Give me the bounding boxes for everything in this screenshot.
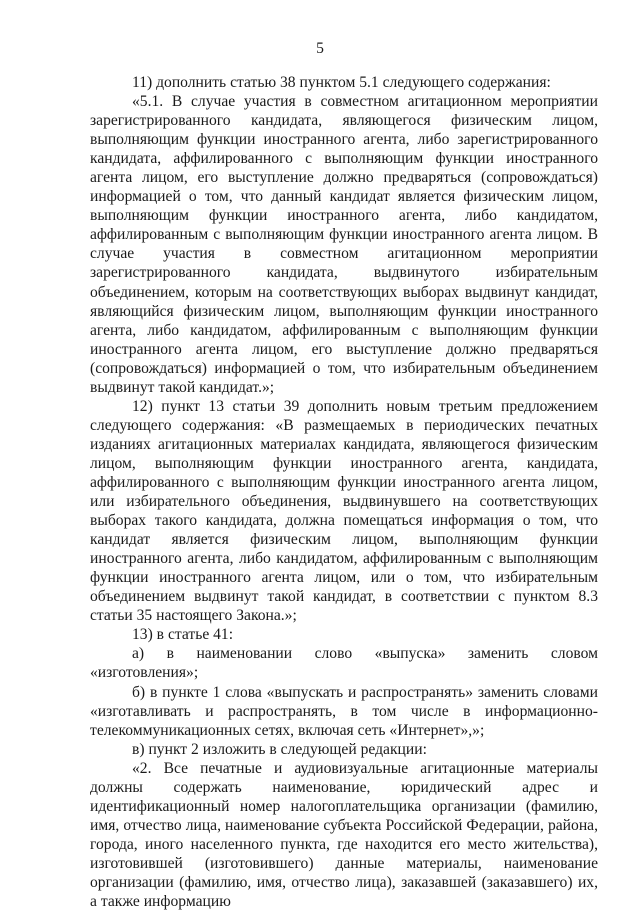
paragraph-item-11: 11) дополнить статью 38 пунктом 5.1 следующего содержания:	[132, 74, 551, 91]
paragraph-quote-5-1: «5.1. В случае участия в совместном агитационном мероприятии зарегистрированного кандидата, являющегося физическим лицом, выполняющим функции иностранного агента, либо зарегистрированного кандидата, аффилированного с выполняющим функции иностранного агента лицом, его выступление должно предваряться (сопровождаться) информацией о том, что данный кандидат является физическим лицом, выполняющим функции иностранного агента, либо кандидатом, аффилированным с выполняющим функции иностранного агента лицом. В случае участия в совместном агитационном мероприятии зарегистрированного кандидата, выдвинутого избирательным объединением, которым на соответствующих выборах выдвинут кандидат, являющийся физическим лицом, выполняющим функции иностранного агента, либо кандидатом, аффилированным с выполняющим функции иностранного агента лицом, его выступление должно предваряться (сопровождаться) информацией о том, что избирательным объединением выдвинут такой кандидат.»;	[90, 93, 598, 396]
paragraph-quote-2: «2. Все печатные и аудиовизуальные агитационные материалы должны содержать наименование, юридический адрес и идентификационный номер налогоплательщика организации (фамилию, имя, отчество лица, наименование субъекта Российской Федерации, района, города, иного населенного пункта, где находится его место жительства), изготовившей (изготовившего) данные материалы, наименование организации (фамилию, имя, отчество лица), заказавшей (заказавшего) их, а также информацию	[90, 759, 598, 911]
page-number: 5	[316, 40, 324, 57]
paragraph-subitem-b: б) в пункте 1 слова «выпускать и распространять» заменить словами «изготавливать и распространять, в том числе в информационно-телекоммуникационных сетях, включая сеть «Интернет»,»;	[90, 683, 598, 739]
paragraph-subitem-a: а) в наименовании слово «выпуска» заменить словом «изготовления»;	[90, 645, 598, 682]
paragraph-subitem-v: в) пункт 2 изложить в следующей редакции:	[132, 740, 427, 758]
document-body	[90, 73, 598, 911]
paragraph-item-12: 12) пункт 13 статьи 39 дополнить новым третьим предложением следующего содержания: «В размещаемых в периодических печатных изданиях агитационных материалах кандидата, являющегося физическим лицом, выполняющим функции иностранного агента, кандидата, аффилированного с выполняющим функции иностранного агента лицом, или избирательного объединения, выдвинувшего на соответствующих выборах такого кандидата, должна помещаться информация о том, что кандидат является физическим лицом, выполняющим функции иностранного агента, либо кандидатом, аффилированным с выполняющим функции иностранного агента лицом, или о том, что избирательным объединением выдвинут такой кандидат, в соответствии с пунктом 8.3 статьи 35 настоящего Закона.»;	[90, 397, 598, 625]
paragraph-item-13: 13) в статье 41:	[132, 626, 234, 644]
